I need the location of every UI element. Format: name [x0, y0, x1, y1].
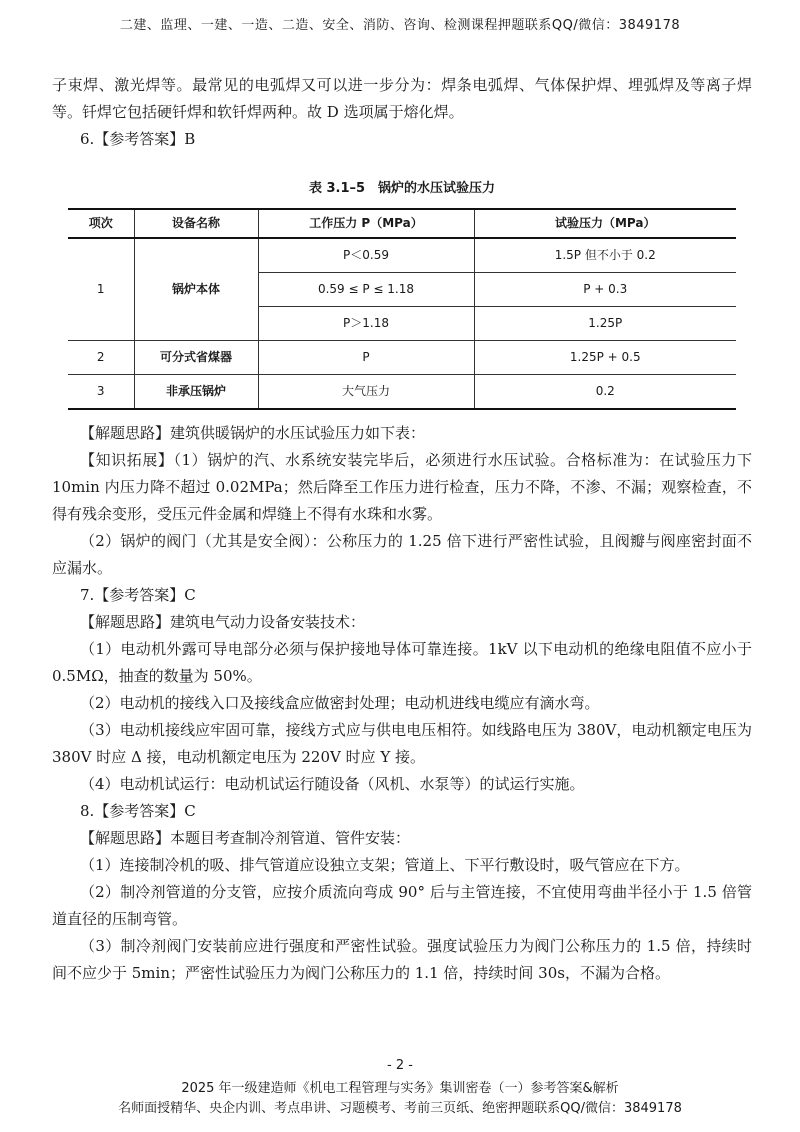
page-number: - 2 -: [387, 1058, 413, 1073]
footer-contact: 名师面授精华、央企内训、考点串讲、习题模考、考前三页纸、绝密押题联系QQ/微信：3849178: [118, 1101, 682, 1116]
cell-no: 1: [68, 238, 134, 341]
col-header-no: 项次: [68, 209, 134, 238]
cell-no: 3: [68, 375, 134, 410]
q8-analysis: 【解题思路】本题目考查制冷剂管道、管件安装：: [80, 829, 411, 847]
cell-no: 2: [68, 341, 134, 375]
answer-6: 6.【参考答案】B: [80, 130, 196, 148]
table-row: [68, 375, 736, 410]
q6-analysis: 【解题思路】建筑供暖锅炉的水压试验压力如下表：: [80, 424, 426, 442]
q7-point-1: （1）电动机外露可导电部分必须与保护接地导体可靠连接。1kV 以下电动机的绝缘电阻值不应小于 0.5MΩ，抽查的数量为 50%。: [52, 640, 752, 685]
cell-name: 可分式省煤器: [134, 341, 258, 375]
footer-title: 2025 年一级建造师《机电工程管理与实务》集训密卷（一）参考答案&解析: [181, 1081, 619, 1096]
q8-point-3: （3）制冷剂阀门安装前应进行强度和严密性试验。强度试验压力为阀门公称压力的 1.5 倍，持续时间不应少于 5min；严密性试验压力为阀门公称压力的 1.1 倍，持续时间 30s，不漏为合格。: [52, 937, 752, 982]
col-header-work-pressure: 工作压力 P（MPa）: [258, 209, 474, 238]
page-content: [52, 72, 752, 987]
cell-work: P: [258, 341, 474, 375]
answer-7: 7.【参考答案】C: [80, 586, 196, 604]
q7-point-4: （4）电动机试运行：电动机试运行随设备（风机、水泵等）的试运行实施。: [80, 775, 585, 793]
cell-test: 1.25P + 0.5: [474, 341, 736, 375]
table-title: 表 3.1–5 锅炉的水压试验压力: [308, 181, 496, 196]
cell-test: P + 0.3: [474, 273, 736, 307]
answer-8: 8.【参考答案】C: [80, 802, 196, 820]
cell-name: 非承压锅炉: [134, 375, 258, 410]
q7-analysis: 【解题思路】建筑电气动力设备安装技术：: [80, 613, 366, 631]
paragraph-welding: 子束焊、激光焊等。最常见的电弧焊又可以进一步分为：焊条电弧焊、气体保护焊、埋弧焊及等离子焊等。钎焊它包括硬钎焊和软钎焊两种。故 D 选项属于熔化焊。: [52, 76, 752, 121]
boiler-pressure-table: [68, 208, 736, 410]
q7-point-3: （3）电动机接线应牢固可靠，接线方式应与供电电压相符。如线路电压为 380V，电动机额定电压为 380V 时应 Δ 接，电动机额定电压为 220V 时应 Y 接。: [52, 721, 752, 766]
cell-work: 大气压力: [258, 375, 474, 410]
table-row: [68, 341, 736, 375]
col-header-name: 设备名称: [134, 209, 258, 238]
col-header-test-pressure: 试验压力（MPa）: [474, 209, 736, 238]
q8-point-1: （1）连接制冷机的吸、排气管道应设独立支架；管道上、下平行敷设时，吸气管应在下方。: [80, 856, 690, 874]
cell-name: 锅炉本体: [134, 238, 258, 341]
cell-work: P＜0.59: [258, 238, 474, 273]
cell-test: 1.25P: [474, 307, 736, 341]
table-header-row: [68, 209, 736, 238]
q6-extension-2: （2）锅炉的阀门（尤其是安全阀）：公称压力的 1.25 倍下进行严密性试验，且阀瓣与阀座密封面不应漏水。: [52, 532, 752, 577]
cell-test: 1.5P 但不小于 0.2: [474, 238, 736, 273]
cell-work: 0.59 ≤ P ≤ 1.18: [258, 273, 474, 307]
cell-work: P＞1.18: [258, 307, 474, 341]
page-header: 二建、监理、一建、一造、二造、安全、消防、咨询、检测课程押题联系QQ/微信：3849178: [119, 18, 681, 33]
cell-test: 0.2: [474, 375, 736, 410]
q6-extension-1: 【知识拓展】（1）锅炉的汽、水系统安装完毕后，必须进行水压试验。合格标准为：在试验压力下 10min 内压力降不超过 0.02MPa；然后降至工作压力进行检查，压力不降，不渗、不漏；观察检查，不得有残余变形，受压元件金属和焊缝上不得有水珠和水雾。: [52, 451, 752, 523]
q8-point-2: （2）制冷剂管道的分支管，应按介质流向弯成 90° 后与主管连接，不宜使用弯曲半径小于 1.5 倍管道直径的压制弯管。: [52, 883, 752, 928]
q7-point-2: （2）电动机的接线入口及接线盒应做密封处理；电动机进线电缆应有滴水弯。: [80, 694, 600, 712]
table-row: [68, 238, 736, 273]
